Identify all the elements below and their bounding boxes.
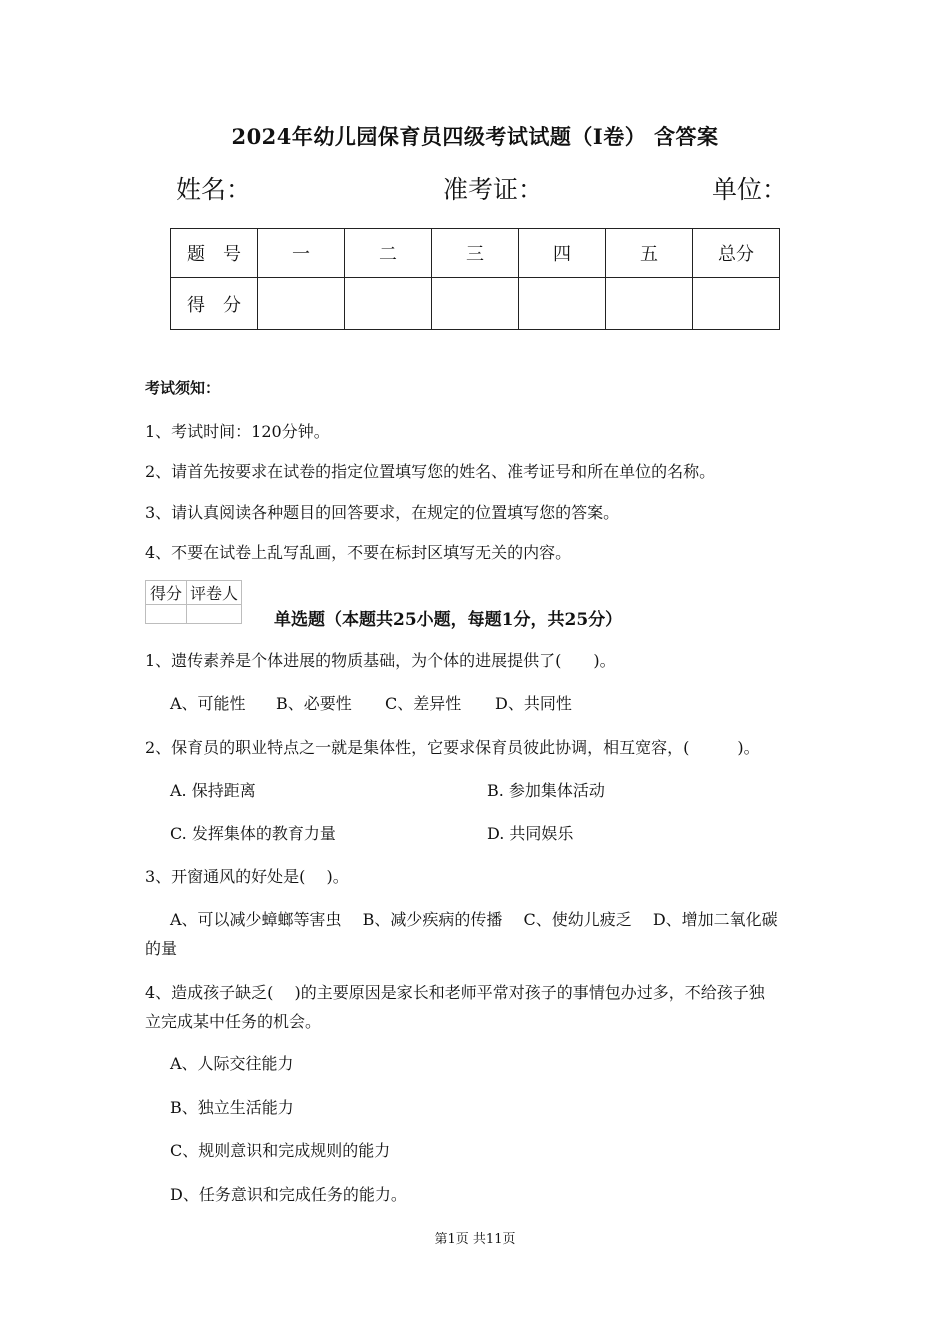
- score-cell: [693, 278, 780, 330]
- grader-name-cell: [187, 605, 242, 624]
- question-option: A、人际交往能力: [170, 1054, 294, 1073]
- question-stem: 3、开窗通风的好处是( )。: [145, 867, 349, 886]
- score-cell: [258, 278, 345, 330]
- notice-item: 4、不要在试卷上乱写乱画，不要在标封区填写无关的内容。: [145, 543, 572, 562]
- question-option: C、规则意识和完成规则的能力: [170, 1141, 391, 1160]
- notice-item: 3、请认真阅读各种题目的回答要求，在规定的位置填写您的答案。: [145, 503, 620, 522]
- question-options-line: 的量: [145, 939, 178, 958]
- question-options-line: A、可以减少蟑螂等害虫 B、减少疾病的传播 C、使幼儿疲乏 D、增加二氧化碳: [170, 910, 778, 929]
- section-title: 单选题（本题共25小题，每题1分，共25分）: [274, 610, 623, 630]
- name-field-label: 姓名：: [176, 175, 252, 204]
- page-title: 2024年幼儿园保育员四级考试试题（I卷） 含答案: [231, 124, 719, 149]
- grader-box-blank-row: [146, 605, 242, 624]
- unit-field-label: 单位：: [712, 175, 788, 204]
- notice-item: 1、考试时间：120分钟。: [145, 422, 330, 441]
- score-header-cell: 三: [432, 229, 519, 278]
- question-option: B. 参加集体活动: [487, 781, 605, 800]
- grader-score-cell: [146, 605, 187, 624]
- notice-item: 2、请首先按要求在试卷的指定位置填写您的姓名、准考证号和所在单位的名称。: [145, 462, 716, 481]
- score-header-cell: 题 号: [171, 229, 258, 278]
- question-stem: 1、遗传素养是个体进展的物质基础，为个体的进展提供了( )。: [145, 651, 616, 670]
- grader-score-label: 得分: [146, 581, 187, 605]
- score-header-cell: 四: [519, 229, 606, 278]
- score-cell: [606, 278, 693, 330]
- question-option: D、共同性: [495, 694, 572, 713]
- question-option: C. 发挥集体的教育力量: [170, 824, 336, 843]
- score-table-header-row: [171, 229, 780, 278]
- question-option: C、差异性: [385, 694, 462, 713]
- grader-box-header-row: [146, 581, 242, 605]
- page-footer: 第1页 共11页: [434, 1232, 516, 1247]
- question-option: B、独立生活能力: [170, 1098, 294, 1117]
- exam-id-field-label: 准考证：: [443, 175, 544, 204]
- notice-heading: 考试须知：: [145, 379, 221, 397]
- question-stem: 立完成某中任务的机会。: [145, 1012, 322, 1031]
- score-header-cell: 总分: [693, 229, 780, 278]
- score-cell: [432, 278, 519, 330]
- question-stem: 2、保育员的职业特点之一就是集体性，它要求保育员彼此协调，相互宽容，( )。: [145, 738, 760, 757]
- score-table-score-row: [171, 278, 780, 330]
- score-row-label: 得 分: [171, 278, 258, 330]
- question-option: A、可能性: [170, 694, 246, 713]
- question-option: D、任务意识和完成任务的能力。: [170, 1185, 407, 1204]
- question-option: A. 保持距离: [170, 781, 256, 800]
- question-option: B、必要性: [276, 694, 352, 713]
- question-option: D. 共同娱乐: [487, 824, 574, 843]
- grader-box: [145, 580, 242, 624]
- question-stem: 4、造成孩子缺乏( )的主要原因是家长和老师平常对孩子的事情包办过多，不给孩子独: [145, 983, 765, 1002]
- score-table: [170, 228, 780, 330]
- grader-name-label: 评卷人: [187, 581, 242, 605]
- score-cell: [345, 278, 432, 330]
- score-header-cell: 二: [345, 229, 432, 278]
- score-cell: [519, 278, 606, 330]
- score-header-cell: 一: [258, 229, 345, 278]
- score-header-cell: 五: [606, 229, 693, 278]
